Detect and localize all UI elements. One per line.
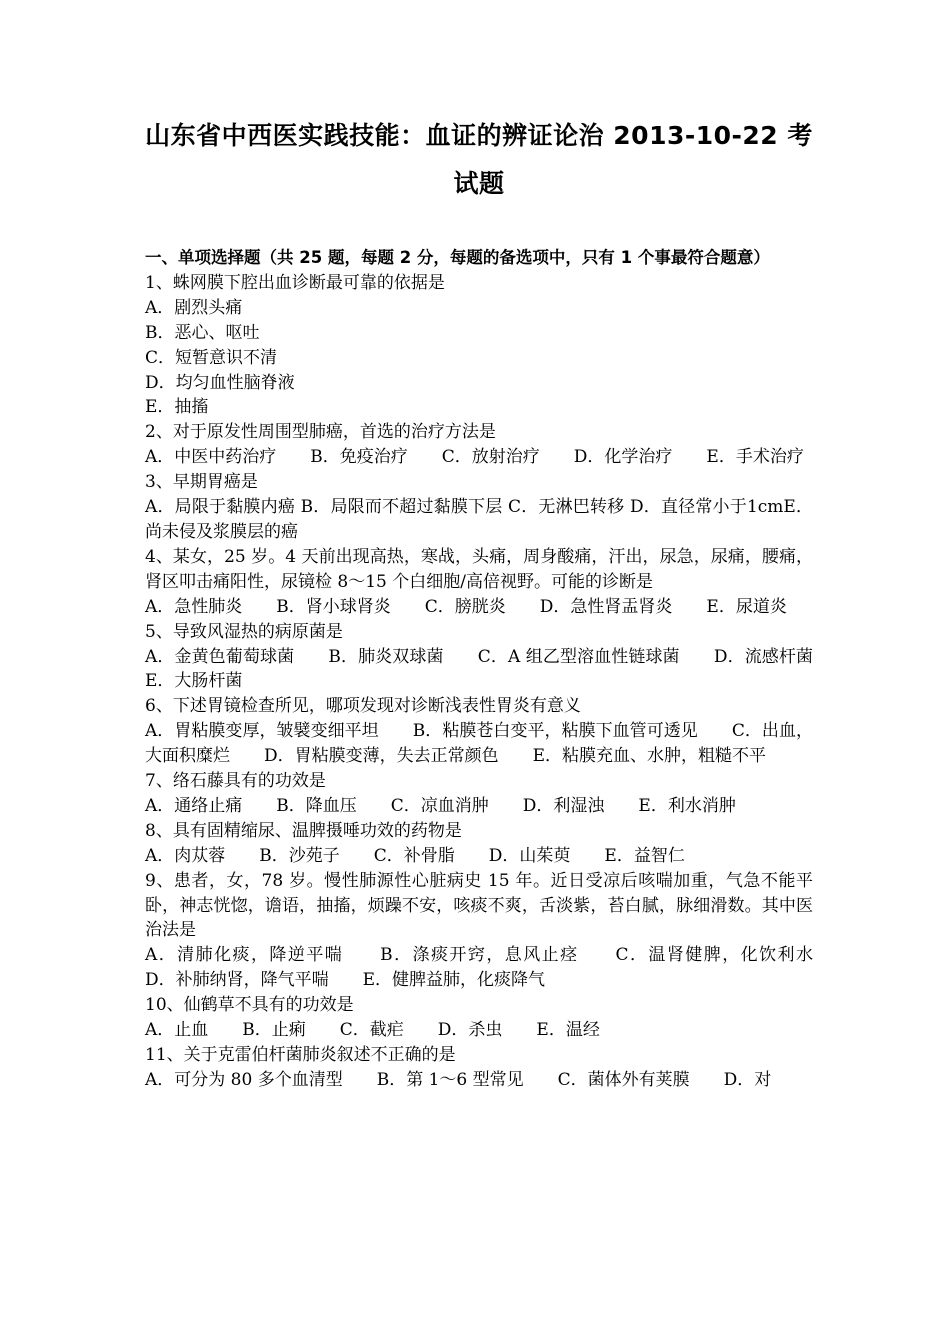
question-list <box>145 271 847 1093</box>
question-item <box>145 620 847 695</box>
question-item <box>145 769 813 819</box>
question-stem: 1、蛛网膜下腔出血诊断最可靠的依据是 <box>145 272 445 293</box>
question-stem: 5、导致风湿热的病原菌是 <box>145 621 343 642</box>
section-header: 一、单项选择题（共 25 题，每题 2 分，每题的备选项中，只有 1 个事最符合题意） <box>145 248 770 267</box>
document-body <box>145 246 847 1093</box>
question-item <box>145 271 813 420</box>
answer-options: A．局限于黏膜内癌 B．局限而不超过黏膜下层 C．无淋巴转移 D．直径常小于1cmE．尚未侵及浆膜层的癌 <box>145 497 813 542</box>
answer-option: B．恶心、呕吐 <box>145 322 260 343</box>
answer-option: A．剧烈头痛 <box>145 297 243 318</box>
question-stem: 9、患者，女，78 岁。慢性肺源性心脏病史 15 年。近日受凉后咳喘加重，气急不能平卧，神志恍惚，谵语，抽搐，烦躁不安，咳痰不爽，舌淡紫，苔白腻，脉细滑数。其中医治法是 <box>145 870 813 941</box>
question-stem: 7、络石藤具有的功效是 <box>145 771 326 792</box>
answer-options: A．急性肺炎 B．肾小球肾炎 C．膀胱炎 D．急性肾盂肾炎 E．尿道炎 <box>145 596 787 617</box>
answer-options: A．清肺化痰，降逆平喘 B．涤痰开窍，息风止痉 C．温肾健脾，化饮利水 D．补肺纳肾，降气平喘 E．健脾益肺，化痰降气 <box>145 945 847 991</box>
question-item <box>145 420 813 470</box>
answer-options: A．通络止痛 B．降血压 C．凉血消肿 D．利湿浊 E．利水消肿 <box>145 795 736 816</box>
answer-options: A．可分为 80 多个血清型 B．第 1～6 型常见 C．菌体外有荚膜 D．对 <box>145 1069 772 1090</box>
question-item <box>145 993 813 1043</box>
question-stem: 6、下述胃镜检查所见，哪项发现对诊断浅表性胃炎有意义 <box>145 696 581 717</box>
answer-options: A．肉苁蓉 B．沙苑子 C．补骨脂 D．山茱萸 E．益智仁 <box>145 845 685 866</box>
answer-options: A．中医中药治疗 B．免疫治疗 C．放射治疗 D．化学治疗 E．手术治疗 <box>145 447 804 468</box>
question-item <box>145 819 813 869</box>
answer-option: C．短暂意识不清 <box>145 347 278 368</box>
answer-option: E．抽搐 <box>145 397 209 418</box>
question-item <box>145 470 813 545</box>
question-stem: 10、仙鹤草不具有的功效是 <box>145 995 354 1016</box>
question-item <box>145 869 847 994</box>
question-stem: 8、具有固精缩尿、温脾摄唾功效的药物是 <box>145 820 462 841</box>
question-stem: 11、关于克雷伯杆菌肺炎叙述不正确的是 <box>145 1045 456 1065</box>
question-item <box>145 694 813 769</box>
answer-options: A．胃粘膜变厚，皱襞变细平坦 B．粘膜苍白变平，粘膜下血管可透见 C．出血，大面积糜烂 D．胃粘膜变薄，失去正常颜色 E．粘膜充血、水肿，粗糙不平 <box>145 721 813 767</box>
answer-option: D．均匀血性脑脊液 <box>145 372 295 393</box>
question-stem: 3、早期胃癌是 <box>145 472 258 493</box>
question-stem: 2、对于原发性周围型肺癌，首选的治疗方法是 <box>145 422 496 443</box>
question-stem: 4、某女，25 岁。4 天前出现高热，寒战，头痛，周身酸痛，汗出，尿急，尿痛，腰痛，肾区叩击痛阳性，尿镜检 8～15 个白细胞/高倍视野。可能的诊断是 <box>145 546 813 592</box>
question-item <box>145 545 813 620</box>
question-item <box>145 1043 813 1093</box>
answer-options: A．止血 B．止痢 C．截疟 D．杀虫 E．温经 <box>145 1020 600 1041</box>
document-title: 山东省中西医实践技能：血证的辨证论治 2013-10-22 考试题 <box>145 121 813 198</box>
answer-options: A．金黄色葡萄球菌 B．肺炎双球菌 C．A 组乙型溶血性链球菌 D．流感杆菌 E．大肠杆菌 <box>145 646 847 692</box>
